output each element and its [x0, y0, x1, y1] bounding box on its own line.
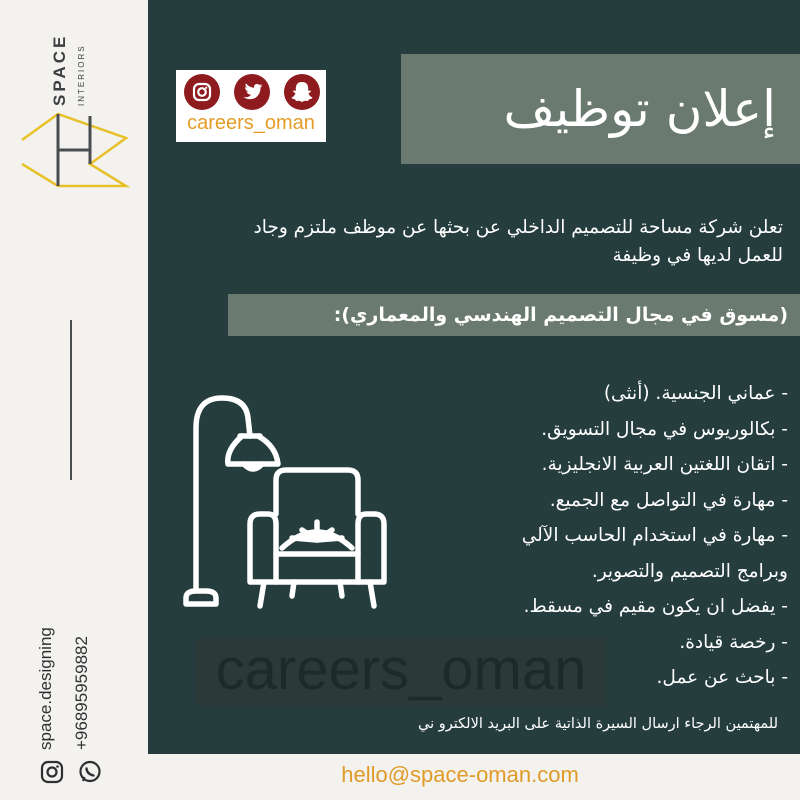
- instagram-icon[interactable]: [184, 74, 220, 110]
- main-panel: [148, 0, 800, 754]
- snapchat-icon[interactable]: [284, 74, 320, 110]
- list-item: - رخصة قيادة.: [679, 631, 788, 653]
- zigzag-cube-logo-icon: [18, 110, 130, 190]
- brand: [0, 0, 148, 200]
- whatsapp-icon[interactable]: [78, 760, 102, 784]
- list-item: - اتقان اللغتين العربية الانجليزية.: [541, 454, 788, 475]
- email-link[interactable]: hello@space-oman.com: [341, 762, 579, 787]
- page-title: إعلان توظيف: [503, 80, 776, 138]
- contact-vertical: [36, 575, 106, 750]
- contact-handle[interactable]: space.designing: [36, 627, 55, 750]
- brand-subtitle: INTERIORS: [77, 44, 86, 106]
- list-item: - بكالوريوس في مجال التسويق.: [541, 418, 788, 440]
- contact-phone[interactable]: +96895959882: [72, 636, 91, 750]
- list-item: وبرامج التصميم والتصوير.: [591, 560, 788, 582]
- list-item: - عماني الجنسية. (أنثى): [603, 383, 788, 404]
- title-box: [401, 54, 800, 164]
- social-box: [176, 70, 326, 142]
- left-strip: [0, 0, 148, 800]
- position-title: (مسوق في مجال التصميم الهندسي والمعماري):: [333, 304, 788, 326]
- brand-name: SPACE: [50, 33, 69, 106]
- left-divider: [70, 320, 72, 480]
- instagram-icon[interactable]: [40, 760, 64, 784]
- intro-text: تعلن شركة مساحة للتصميم الداخلي عن بحثها عن موظف ملتزم وجاد للعمل لديها في وظيفة: [253, 217, 783, 266]
- list-item: - مهارة في التواصل مع الجميع.: [549, 489, 788, 511]
- list-item: - مهارة في استخدام الحاسب الآلي: [521, 525, 788, 546]
- social-icons: [184, 74, 320, 114]
- footer-note: للمهتمين الرجاء ارسال السيرة الذاتية على البريد الالكترو ني: [418, 716, 778, 732]
- social-handle[interactable]: careers_oman: [187, 112, 315, 134]
- twitter-icon[interactable]: [234, 74, 270, 110]
- list-item: - باحث عن عمل.: [656, 667, 788, 688]
- list-item: - يفضل ان يكون مقيم في مسقط.: [523, 596, 788, 617]
- lamp-armchair-illustration-icon: [182, 388, 402, 618]
- contact-icons: [40, 760, 120, 786]
- position-box: [228, 294, 800, 336]
- watermark: careers_oman: [196, 638, 606, 706]
